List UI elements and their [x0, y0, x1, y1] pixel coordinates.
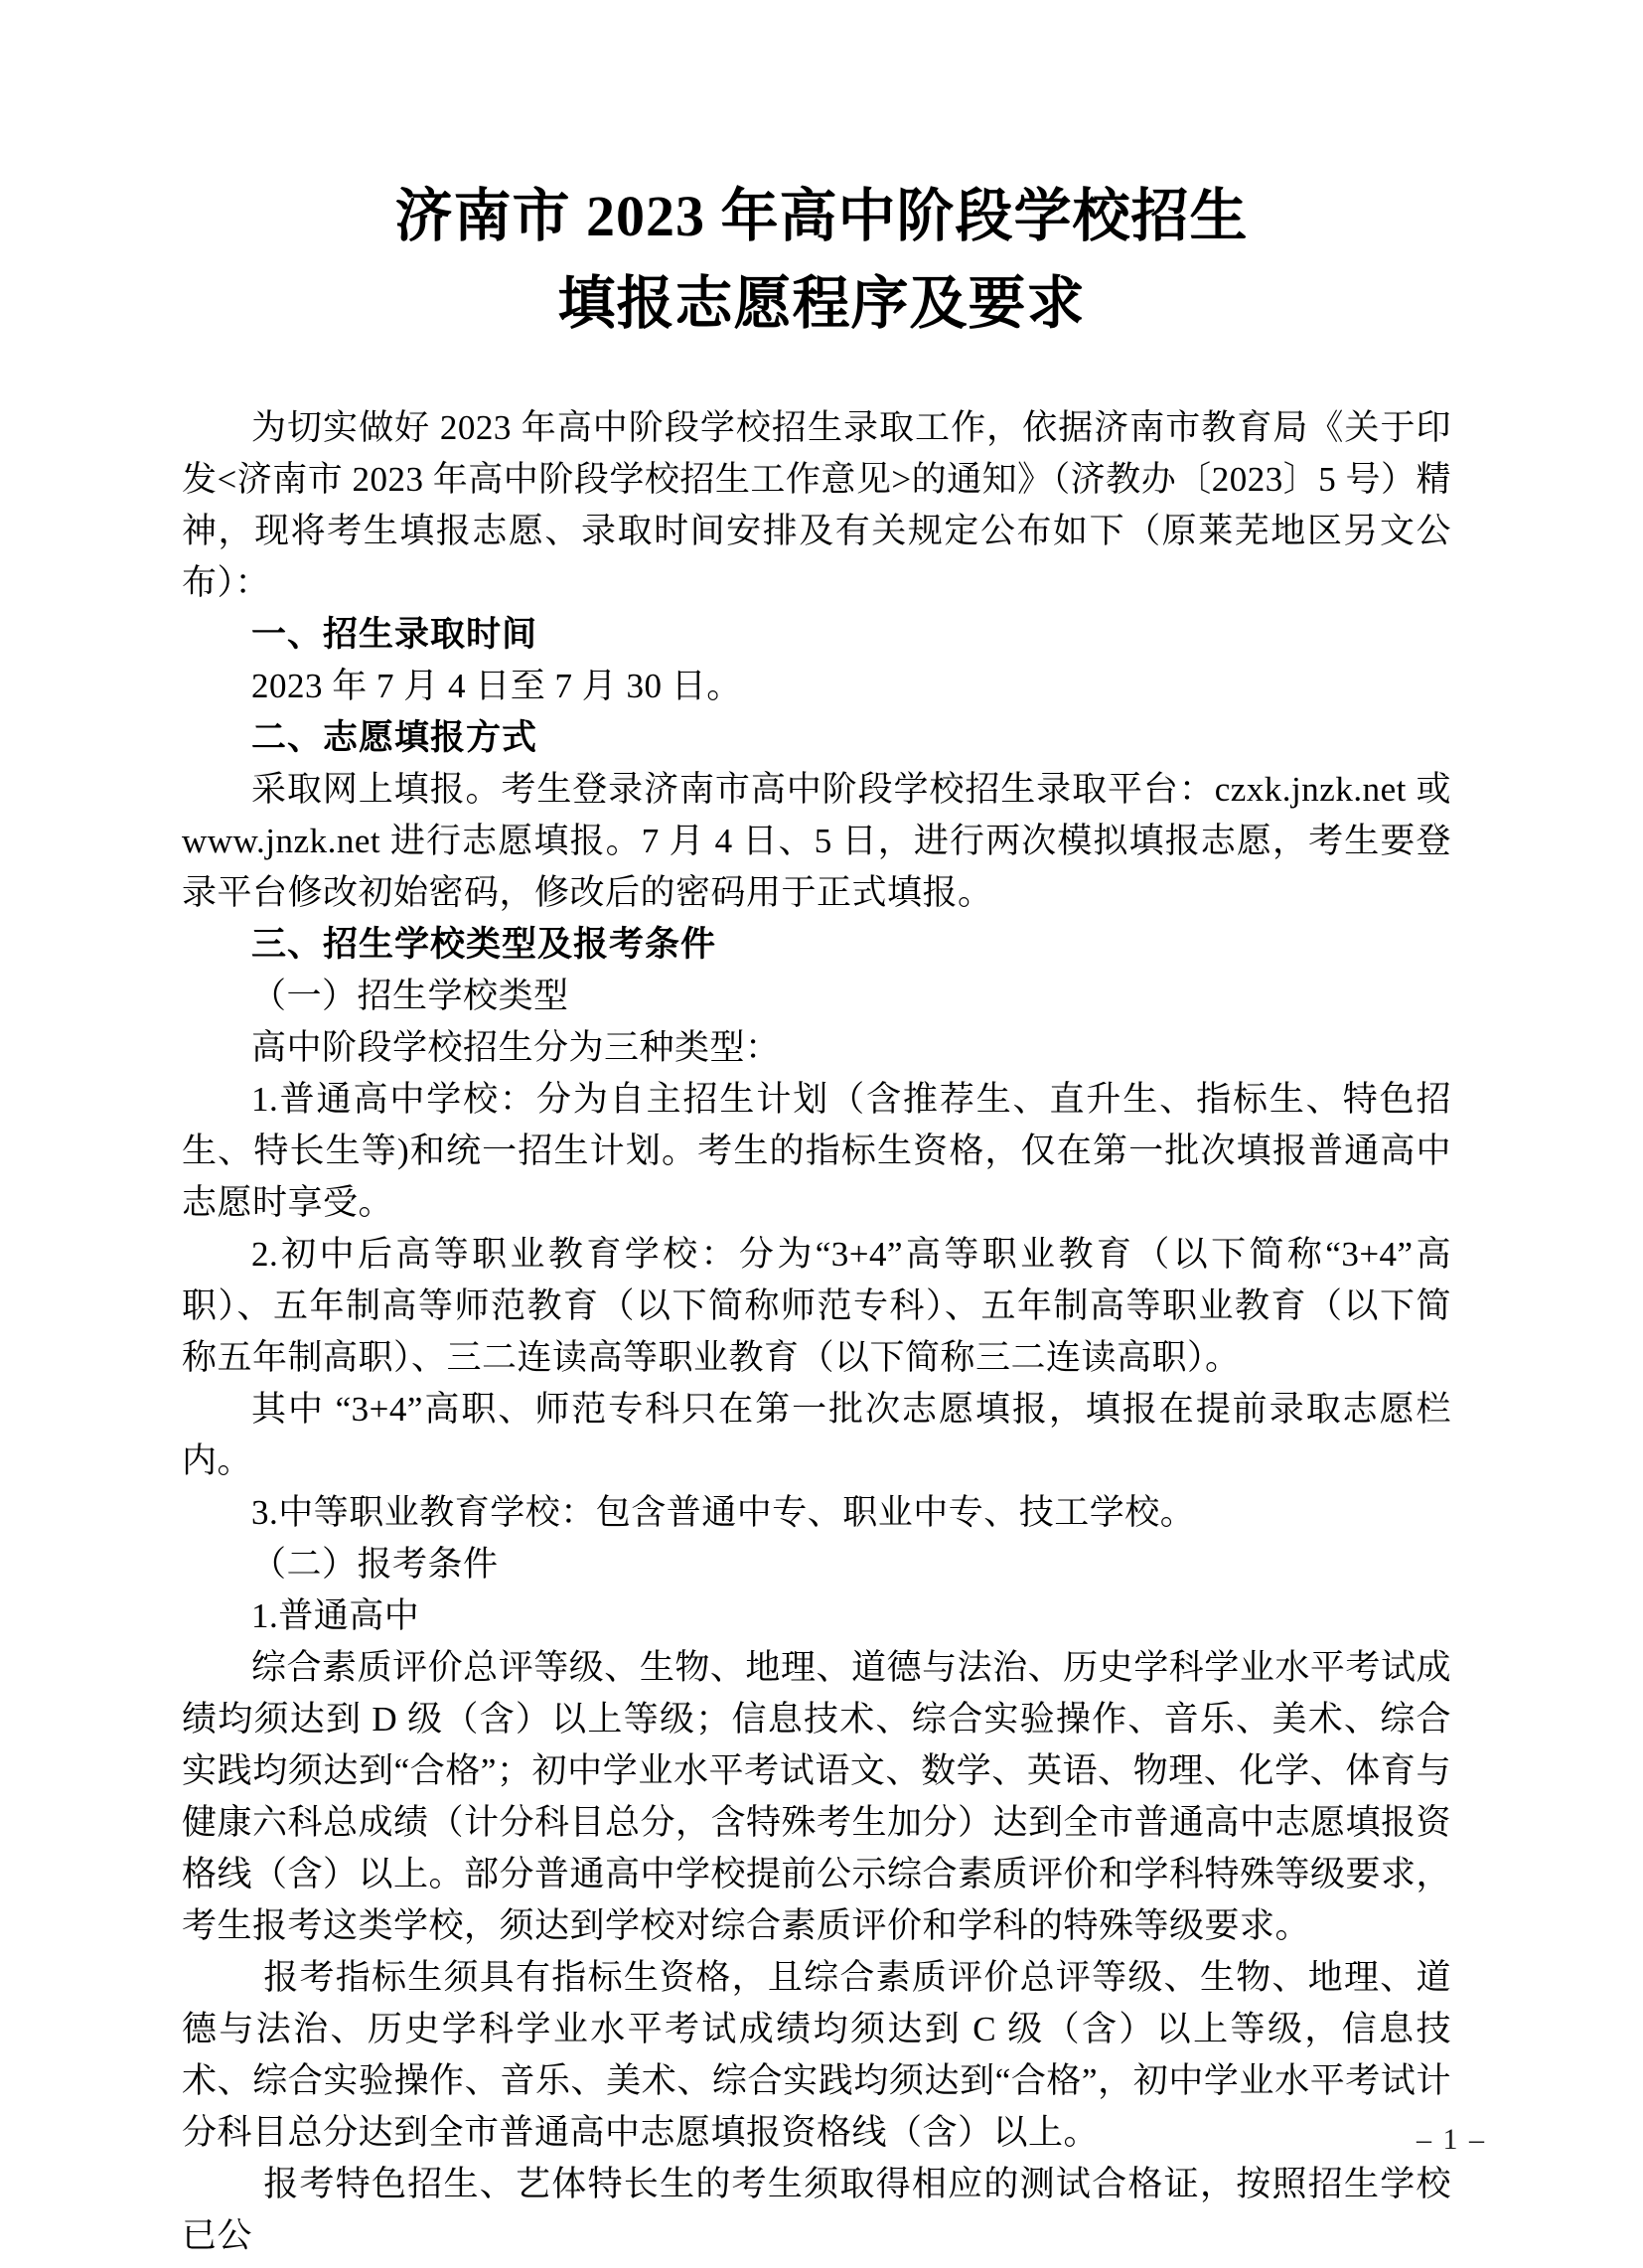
paragraph-quota-requirements: 报考指标生须具有指标生资格，且综合素质评价总评等级、生物、地理、道德与法治、历史学科学业水平考试成绩均须达到 C 级（含）以上等级，信息技术、综合实验操作、音乐、美术、综合实践均须达到“合格”，初中学业水平考试计分科目总分达到全市普通高中志愿填报资格线（含）以上。 [182, 1958, 1451, 2152]
paragraph-type-3: 3.中等职业教育学校：包含普通中专、职业中专、技工学校。 [251, 1493, 1196, 1532]
paragraph-regular-hs: 1.普通高中 [251, 1596, 420, 1635]
section-heading-1: 一、招生录取时间 [251, 615, 538, 654]
document-title-line2: 填报志愿程序及要求 [557, 271, 1086, 336]
paragraph-type-2-note: 其中 “3+4”高职、师范专科只在第一批次志愿填报，填报在提前录取志愿栏内。 [182, 1390, 1451, 1480]
paragraph-dates: 2023 年 7 月 4 日至 7 月 30 日。 [251, 667, 742, 705]
section-heading-3: 三、招生学校类型及报考条件 [251, 925, 717, 964]
subsection-requirements: （二）报考条件 [251, 1545, 499, 1584]
paragraph-special-requirements: 报考特色招生、艺体特长生的考生须取得相应的测试合格证，按照招生学校已公 [182, 2165, 1451, 2255]
section-heading-2: 二、志愿填报方式 [251, 718, 538, 757]
subsection-school-types: （一）招生学校类型 [251, 977, 569, 1015]
paragraph-online-filing: 采取网上填报。考生登录济南市高中阶段学校招生录取平台：czxk.jnzk.net 或 www.jnzk.net 进行志愿填报。7 月 4 日、5 日，进行两次模拟填报志愿，考生要登录平台修改初始密码，修改后的密码用于正式填报。 [182, 770, 1451, 912]
document-title [0, 173, 1643, 348]
paragraph-type-1: 1.普通高中学校：分为自主招生计划（含推荐生、直升生、指标生、特色招生、特长生等)和统一招生计划。考生的指标生资格，仅在第一批次填报普通高中志愿时享受。 [182, 1080, 1451, 1222]
document-title-line1: 济南市 2023 年高中阶段学校招生 [394, 184, 1249, 248]
paragraph-three-types: 高中阶段学校招生分为三种类型： [251, 1028, 781, 1067]
paragraph-hs-requirements: 综合素质评价总评等级、生物、地理、道德与法治、历史学科学业水平考试成绩均须达到 D 级（含）以上等级；信息技术、综合实验操作、音乐、美术、综合实践均须达到“合格”；初中学业水平考试语文、数学、英语、物理、化学、体育与健康六科总成绩（计分科目总分，含特殊考生加分）达到全市普通高中志愿填报资格线（含）以上。部分普通高中学校提前公示综合素质评价和学科特殊等级要求，考生报考这类学校，须达到学校对综合素质评价和学科的特殊等级要求。 [182, 1648, 1452, 1945]
paragraph-type-2: 2.初中后高等职业教育学校：分为“3+4”高等职业教育（以下简称“3+4”高职）、五年制高等师范教育（以下简称师范专科）、五年制高等职业教育（以下简称五年制高职）、三二连读高等职业教育（以下简称三二连读高职）。 [182, 1235, 1451, 1377]
paragraph-intro: 为切实做好 2023 年高中阶段学校招生录取工作，依据济南市教育局《关于印发<济南市 2023 年高中阶段学校招生工作意见>的通知》（济教办〔2023〕5 号）精神，现将考生填报志愿、录取时间安排及有关规定公布如下（原莱芜地区另文公布）： [182, 408, 1451, 602]
document-body [182, 402, 1451, 2262]
page-number: – 1 – [1417, 2123, 1486, 2156]
